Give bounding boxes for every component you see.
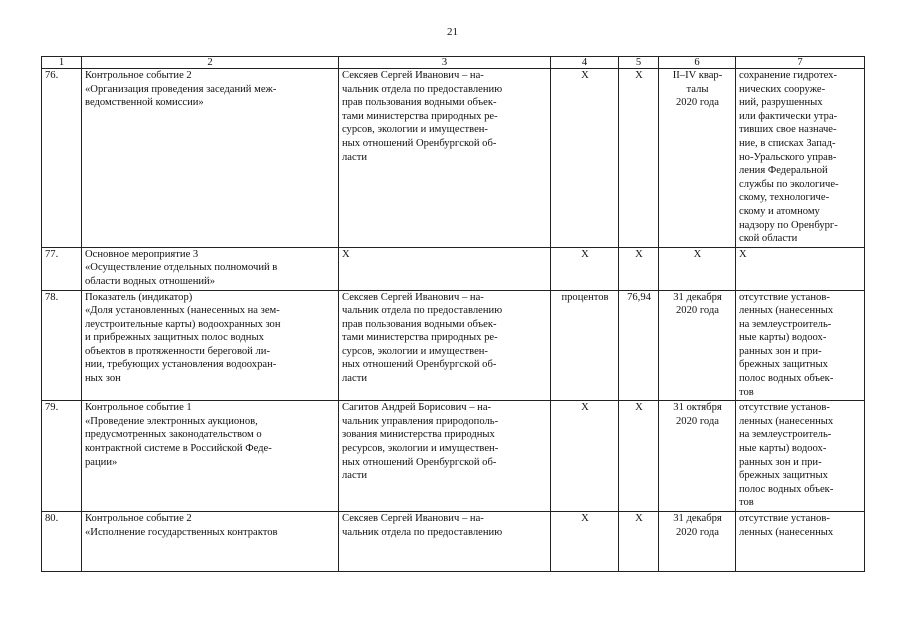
cell-line: прав пользования водными объек- <box>342 97 497 109</box>
cell-line: 2020 года <box>675 415 719 427</box>
cell-line: 2020 года <box>675 526 719 538</box>
cell-line: «Проведение электронных аукционов, <box>85 415 258 427</box>
table-cell-5 <box>619 512 659 572</box>
cell-line: сурсов, экологии и имуществен- <box>342 345 488 357</box>
cell-line: скому, технологиче- <box>739 192 830 204</box>
table-cell-6 <box>659 512 736 572</box>
header-cell: 4 <box>551 57 619 69</box>
cell-line: на землеустроитель- <box>739 429 832 441</box>
cell-line: 2020 года <box>675 97 719 109</box>
cell-line: ние, в списках Запад- <box>739 137 836 149</box>
cell-line: полос водных объек- <box>739 483 834 495</box>
cell-line: Х <box>739 248 747 260</box>
cell-line: ных отношений Оренбургской об- <box>342 137 497 149</box>
table-cell-6 <box>659 290 736 401</box>
table-cell-7 <box>736 247 865 290</box>
table-header-row <box>42 57 865 69</box>
table-cell-2 <box>82 69 339 248</box>
cell-line: на землеустроитель- <box>739 318 832 330</box>
header-cell: 2 <box>82 57 339 69</box>
cell-line: ний, разрушенных <box>739 97 823 109</box>
cell-line: Основное мероприятие 3 <box>85 248 199 260</box>
cell-line: ласти <box>342 470 367 482</box>
table-cell-3 <box>339 247 551 290</box>
cell-line: ленных (нанесенных <box>739 305 834 317</box>
cell-line: Сексяев Сергей Иванович – на- <box>342 513 484 524</box>
cell-line: ранных зон и при- <box>739 345 822 357</box>
cell-line: надзору по Оренбург- <box>739 219 838 231</box>
cell-line: отсутствие установ- <box>739 513 830 524</box>
cell-line: чальник отдела по предоставлению <box>342 526 503 538</box>
cell-line: чальник отдела по предоставлению <box>342 305 503 317</box>
cell-line: тами министерства природных ре- <box>342 332 498 344</box>
cell-line: области водных отношений» <box>85 275 216 287</box>
cell-line: ные карты) водоох- <box>739 332 827 344</box>
table-cell-3 <box>339 69 551 248</box>
table-cell-7 <box>736 69 865 248</box>
header-cell: 5 <box>619 57 659 69</box>
cell-line: ления Федеральной <box>739 165 828 177</box>
cell-line: Сагитов Андрей Борисович – на- <box>342 402 492 414</box>
cell-line: тов <box>739 497 754 509</box>
row-number-cell: 79. <box>42 401 82 512</box>
cell-line: объектов в протяженности береговой ли- <box>85 345 270 357</box>
cell-line: ленных (нанесенных <box>739 526 834 538</box>
cell-line: Х <box>581 248 589 260</box>
row-number-cell: 78. <box>42 290 82 401</box>
table-cell-7 <box>736 290 865 401</box>
cell-line: ведомственной комиссии» <box>85 97 204 109</box>
cell-line: «Доля установленных (нанесенных на зем- <box>85 305 280 317</box>
cell-line: зования министерства природных <box>342 429 495 441</box>
cell-line: Х <box>342 248 350 260</box>
table-cell-5 <box>619 69 659 248</box>
cell-line: Показатель (индикатор) <box>85 291 193 303</box>
cell-line: или фактически утра- <box>739 110 838 122</box>
cell-line: ской области <box>739 233 798 245</box>
header-cell: 6 <box>659 57 736 69</box>
cell-line: Х <box>581 70 589 81</box>
cell-line: предусмотренных законодательством о <box>85 429 262 441</box>
cell-line: отсутствие установ- <box>739 402 830 414</box>
table-cell-2 <box>82 401 339 512</box>
table-row <box>42 69 865 248</box>
cell-line: ных отношений Оренбургской об- <box>342 456 497 468</box>
cell-line: ласти <box>342 373 367 385</box>
cell-line: брежных защитных <box>739 470 828 482</box>
table-cell-7 <box>736 512 865 572</box>
cell-line: II–IV квар- <box>672 70 723 81</box>
table-row <box>42 512 865 572</box>
page-number: 21 <box>447 26 458 38</box>
cell-line: 76,94 <box>627 291 651 303</box>
table-cell-6 <box>659 401 736 512</box>
cell-line: 31 декабря <box>673 291 722 303</box>
cell-line: но-Уральского управ- <box>739 151 837 163</box>
header-cell: 7 <box>736 57 865 69</box>
cell-line: ранных зон и при- <box>739 456 822 468</box>
cell-line: Х <box>635 402 643 414</box>
cell-line: Х <box>635 248 643 260</box>
header-cell: 1 <box>42 57 82 69</box>
table-cell-2 <box>82 512 339 572</box>
cell-line: ных зон <box>85 373 121 385</box>
table-cell-2 <box>82 247 339 290</box>
cell-line: и прибрежных защитных полос водных <box>85 332 264 344</box>
table-cell-5 <box>619 247 659 290</box>
table-cell-6 <box>659 69 736 248</box>
row-number-cell: 76. <box>42 69 82 248</box>
table-cell-4 <box>551 247 619 290</box>
cell-line: Сексяев Сергей Иванович – на- <box>342 291 484 303</box>
table-row <box>42 290 865 401</box>
cell-line: нии, требующих установления водоохран- <box>85 359 277 371</box>
cell-line: чальник управления природополь- <box>342 415 499 427</box>
cell-line: 31 декабря <box>673 513 722 524</box>
cell-line: Х <box>581 513 589 524</box>
cell-line: Контрольное событие 2 <box>85 513 192 524</box>
cell-line: 31 октября <box>673 402 722 414</box>
cell-line: сохранение гидротех- <box>739 70 837 81</box>
cell-line: Х <box>635 513 643 524</box>
table-cell-7 <box>736 401 865 512</box>
cell-line: скому и атомному <box>739 205 820 217</box>
cell-line: Х <box>635 70 643 81</box>
cell-line: ленных (нанесенных <box>739 415 834 427</box>
cell-line: Контрольное событие 1 <box>85 402 192 414</box>
cell-line: талы <box>686 83 709 95</box>
cell-line: рации» <box>85 456 118 468</box>
cell-line: леустроительные карты) водоохранных зон <box>85 318 281 330</box>
table-cell-4 <box>551 69 619 248</box>
cell-line: процентов <box>561 291 609 303</box>
row-number-cell: 80. <box>42 512 82 572</box>
cell-line: брежных защитных <box>739 359 828 371</box>
table-cell-4 <box>551 401 619 512</box>
cell-line: службы по экологиче- <box>739 178 839 190</box>
table-cell-5 <box>619 401 659 512</box>
cell-line: прав пользования водными объек- <box>342 318 497 330</box>
cell-line: Сексяев Сергей Иванович – на- <box>342 70 484 81</box>
cell-line: Х <box>581 402 589 414</box>
cell-line: полос водных объек- <box>739 373 834 385</box>
table-cell-3 <box>339 401 551 512</box>
table-cell-3 <box>339 290 551 401</box>
table-cell-4 <box>551 290 619 401</box>
cell-line: «Исполнение государственных контрактов <box>85 526 278 538</box>
table-cell-4 <box>551 512 619 572</box>
cell-line: ных отношений Оренбургской об- <box>342 359 497 371</box>
data-table <box>41 56 865 572</box>
cell-line: тов <box>739 386 754 398</box>
cell-line: нических сооруже- <box>739 83 826 95</box>
table-cell-3 <box>339 512 551 572</box>
table-cell-6 <box>659 247 736 290</box>
cell-line: отсутствие установ- <box>739 291 830 303</box>
header-cell: 3 <box>339 57 551 69</box>
cell-line: тами министерства природных ре- <box>342 110 498 122</box>
cell-line: 2020 года <box>675 305 719 317</box>
table-cell-5 <box>619 290 659 401</box>
cell-line: сурсов, экологии и имуществен- <box>342 124 488 136</box>
cell-line: «Организация проведения заседаний меж- <box>85 83 277 95</box>
cell-line: контрактной системе в Российской Феде- <box>85 443 272 455</box>
cell-line: ласти <box>342 151 367 163</box>
row-number-cell: 77. <box>42 247 82 290</box>
table-row <box>42 247 865 290</box>
cell-line: «Осуществление отдельных полномочий в <box>85 262 278 274</box>
cell-line: ресурсов, экологии и имуществен- <box>342 443 499 455</box>
table-row <box>42 401 865 512</box>
cell-line: тивших свое назначе- <box>739 124 837 136</box>
cell-line: Контрольное событие 2 <box>85 70 192 81</box>
table-cell-2 <box>82 290 339 401</box>
cell-line: ные карты) водоох- <box>739 443 827 455</box>
cell-line: Х <box>693 248 702 260</box>
cell-line: чальник отдела по предоставлению <box>342 83 503 95</box>
